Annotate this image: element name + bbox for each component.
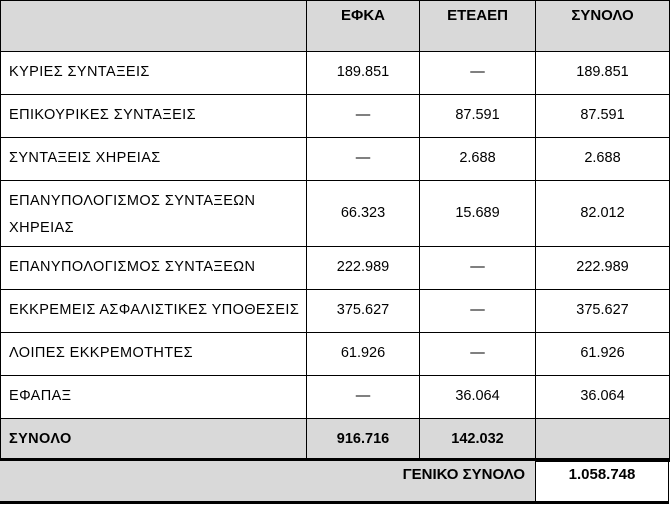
row-efka: 375.627	[307, 290, 420, 333]
row-eteaep: 15.689	[420, 181, 536, 247]
header-eteaep: ΕΤΕΑΕΠ	[420, 1, 536, 52]
grand-total-label-cell	[0, 458, 535, 504]
row-total: 82.012	[536, 181, 670, 247]
total-label: ΣΥΝΟΛΟ	[1, 419, 307, 462]
table-row	[1, 290, 670, 333]
header-efka: ΕΦΚΑ	[307, 1, 420, 52]
row-total: 36.064	[536, 376, 670, 419]
row-eteaep: 2.688	[420, 138, 536, 181]
table-row	[1, 247, 670, 290]
table-row	[1, 52, 670, 95]
table-row	[1, 95, 670, 138]
row-eteaep: 36.064	[420, 376, 536, 419]
row-efka: —	[307, 95, 420, 138]
total-row	[1, 419, 670, 462]
row-efka: —	[307, 376, 420, 419]
row-total: 61.926	[536, 333, 670, 376]
row-eteaep: —	[420, 290, 536, 333]
table-row	[1, 333, 670, 376]
row-total: 2.688	[536, 138, 670, 181]
header-label-cell	[1, 1, 307, 52]
row-total: 222.989	[536, 247, 670, 290]
header-row	[1, 1, 670, 52]
row-label: ΕΚΚΡΕΜΕΙΣ ΑΣΦΑΛΙΣΤΙΚΕΣ ΥΠΟΘΕΣΕΙΣ	[1, 290, 307, 333]
row-eteaep: —	[420, 247, 536, 290]
row-efka: 61.926	[307, 333, 420, 376]
table-row	[1, 138, 670, 181]
row-efka: 222.989	[307, 247, 420, 290]
row-label: ΚΥΡΙΕΣ ΣΥΝΤΑΞΕΙΣ	[1, 52, 307, 95]
row-total: 375.627	[536, 290, 670, 333]
row-efka: —	[307, 138, 420, 181]
row-label: ΛΟΙΠΕΣ ΕΚΚΡΕΜΟΤΗΤΕΣ	[1, 333, 307, 376]
row-label: ΣΥΝΤΑΞΕΙΣ ΧΗΡΕΙΑΣ	[1, 138, 307, 181]
row-eteaep: 87.591	[420, 95, 536, 138]
table-row	[1, 376, 670, 419]
row-label: ΕΠΑΝΥΠΟΛΟΓΙΣΜΟΣ ΣΥΝΤΑΞΕΩΝ	[1, 247, 307, 290]
row-label: ΕΠΙΚΟΥΡΙΚΕΣ ΣΥΝΤΑΞΕΙΣ	[1, 95, 307, 138]
row-label: ΕΠΑΝΥΠΟΛΟΓΙΣΜΟΣ ΣΥΝΤΑΞΕΩΝ ΧΗΡΕΙΑΣ	[1, 181, 307, 247]
total-efka: 916.716	[307, 419, 420, 462]
row-label: ΕΦΑΠΑΞ	[1, 376, 307, 419]
grand-total-row	[0, 458, 669, 506]
table-row	[1, 181, 670, 247]
row-efka: 66.323	[307, 181, 420, 247]
row-total: 87.591	[536, 95, 670, 138]
header-total: ΣΥΝΟΛΟ	[536, 1, 670, 52]
row-eteaep: —	[420, 333, 536, 376]
grand-total-label: ΓΕΝΙΚΟ ΣΥΝΟΛΟ	[402, 466, 525, 483]
row-total: 189.851	[536, 52, 670, 95]
total-total	[536, 419, 670, 462]
total-eteaep: 142.032	[420, 419, 536, 462]
row-efka: 189.851	[307, 52, 420, 95]
row-eteaep: —	[420, 52, 536, 95]
grand-total-value: 1.058.748	[568, 466, 636, 483]
grand-total-value-cell	[535, 458, 669, 504]
